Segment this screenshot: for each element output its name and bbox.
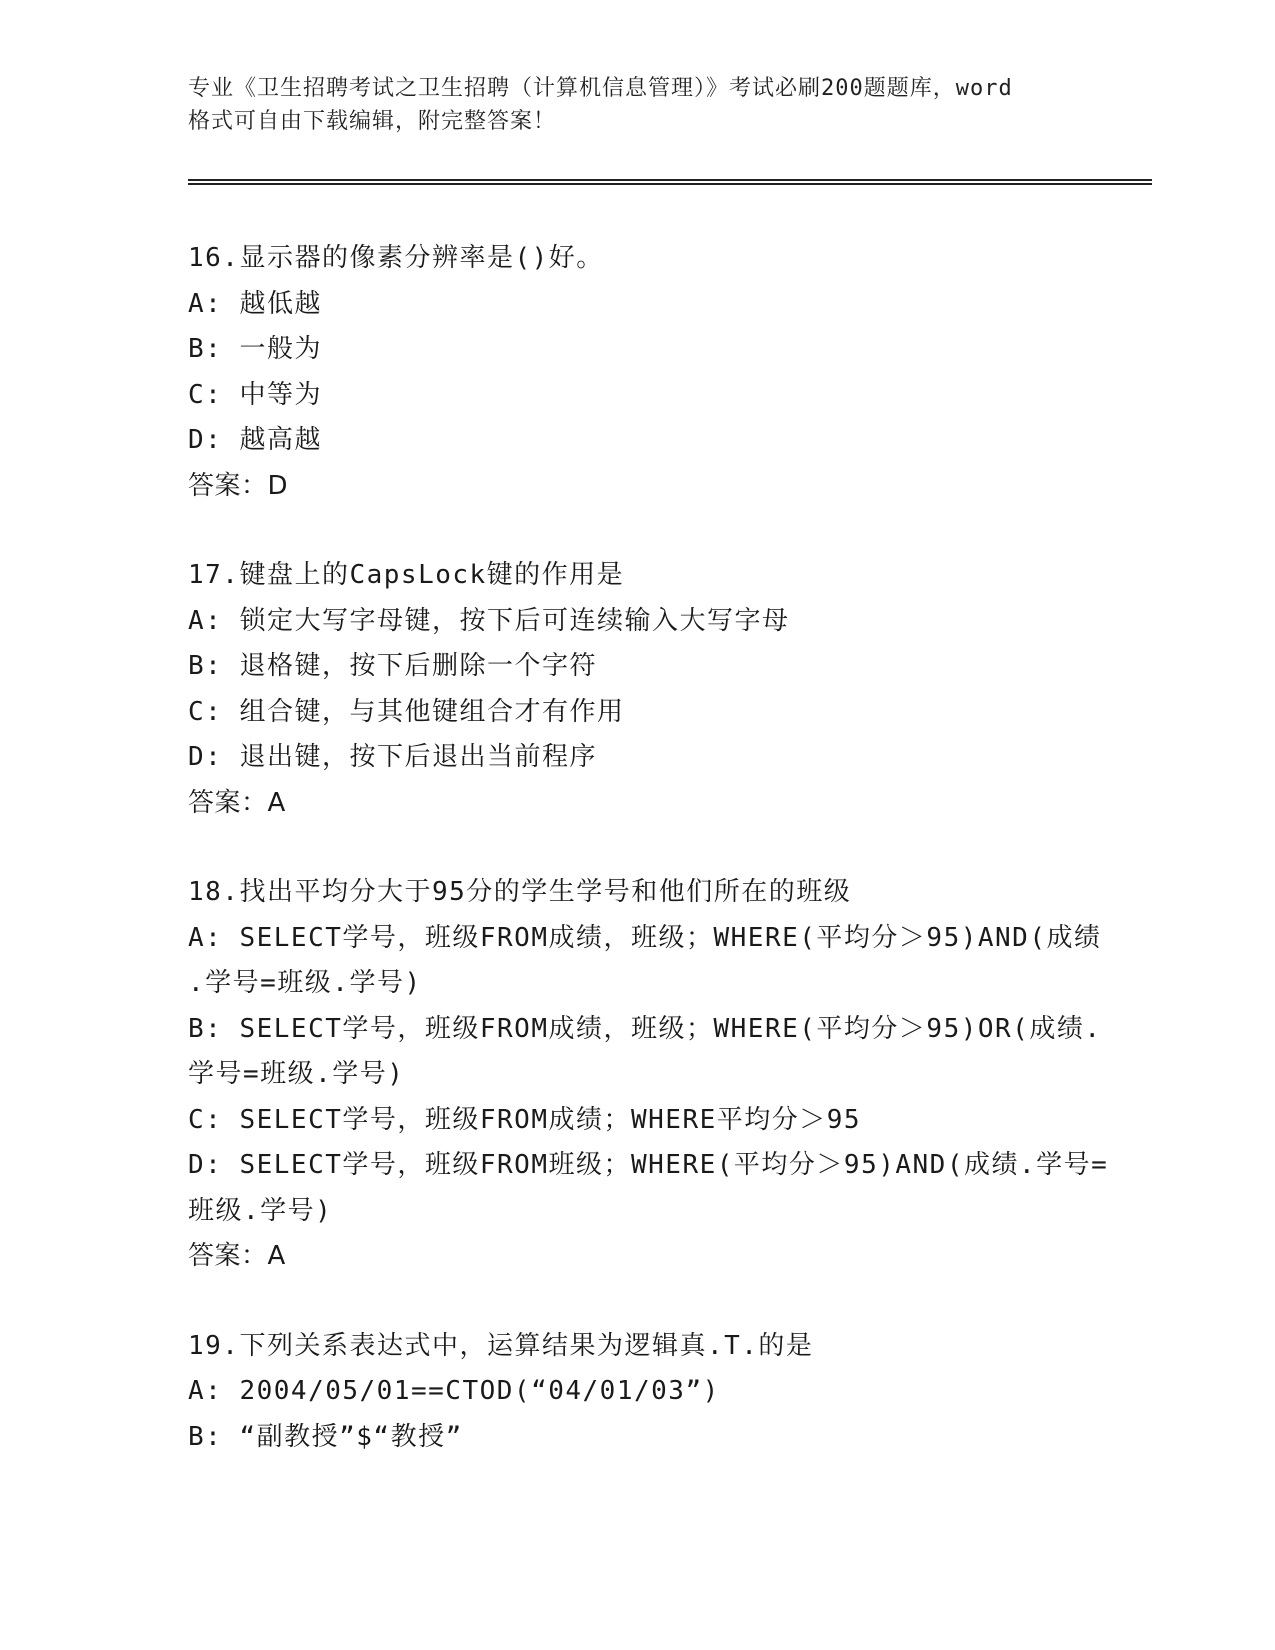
question-stem: 17.键盘上的CapsLock键的作用是 <box>188 560 625 590</box>
option-b: B: SELECT学号，班级FROM成绩，班级；WHERE(平均分＞95)OR(成绩. <box>188 1013 1102 1044</box>
option-a: A: 越低越 <box>188 288 322 319</box>
answer-label: 答案：A <box>188 1241 286 1271</box>
option-b: B: 退格键，按下后删除一个字符 <box>188 651 597 681</box>
option-a: A: 2004/05/01==CTOD(“04/01/03”) <box>188 1376 720 1406</box>
option-b: B: 一般为 <box>188 334 322 364</box>
header-line-1: 专业《卫生招聘考试之卫生招聘（计算机信息管理）》考试必刷200题题库，word <box>188 76 1013 101</box>
header-divider-bottom <box>188 183 1152 185</box>
option-c: C: 组合键，与其他键组合才有作用 <box>188 696 625 727</box>
option-d-continued: 班级.学号) <box>188 1195 333 1226</box>
option-d: D: 越高越 <box>188 425 322 455</box>
question-18 <box>188 870 1109 1280</box>
option-c: C: SELECT学号，班级FROM成绩；WHERE平均分＞95 <box>188 1104 862 1135</box>
question-19 <box>188 1324 1088 1461</box>
option-a-continued: .学号=班级.学号) <box>188 968 422 998</box>
question-list <box>188 236 1109 1504</box>
document-header <box>188 72 1088 138</box>
option-c: C: 中等为 <box>188 379 322 410</box>
question-stem: 16.显示器的像素分辨率是()好。 <box>188 243 604 273</box>
question-16 <box>188 236 1088 509</box>
option-d: D: SELECT学号，班级FROM班级；WHERE(平均分＞95)AND(成绩.学号= <box>188 1150 1109 1180</box>
answer-label: 答案：A <box>188 787 286 818</box>
question-17 <box>188 553 1088 826</box>
header-divider-top <box>188 179 1152 181</box>
option-b: B: “副教授”$“教授” <box>188 1421 463 1452</box>
answer-label: 答案：D <box>188 470 289 501</box>
header-line-2: 格式可自由下载编辑，附完整答案！ <box>188 109 557 134</box>
question-stem: 19.下列关系表达式中，运算结果为逻辑真.T.的是 <box>188 1330 814 1361</box>
option-b-continued: 学号=班级.学号) <box>188 1059 405 1089</box>
question-stem: 18.找出平均分大于95分的学生学号和他们所在的班级 <box>188 877 852 907</box>
option-a: A: SELECT学号，班级FROM成绩，班级；WHERE(平均分＞95)AND(成绩 <box>188 922 1102 953</box>
option-a: A: 锁定大写字母键，按下后可连续输入大写字母 <box>188 605 790 636</box>
option-d: D: 退出键，按下后退出当前程序 <box>188 742 597 772</box>
